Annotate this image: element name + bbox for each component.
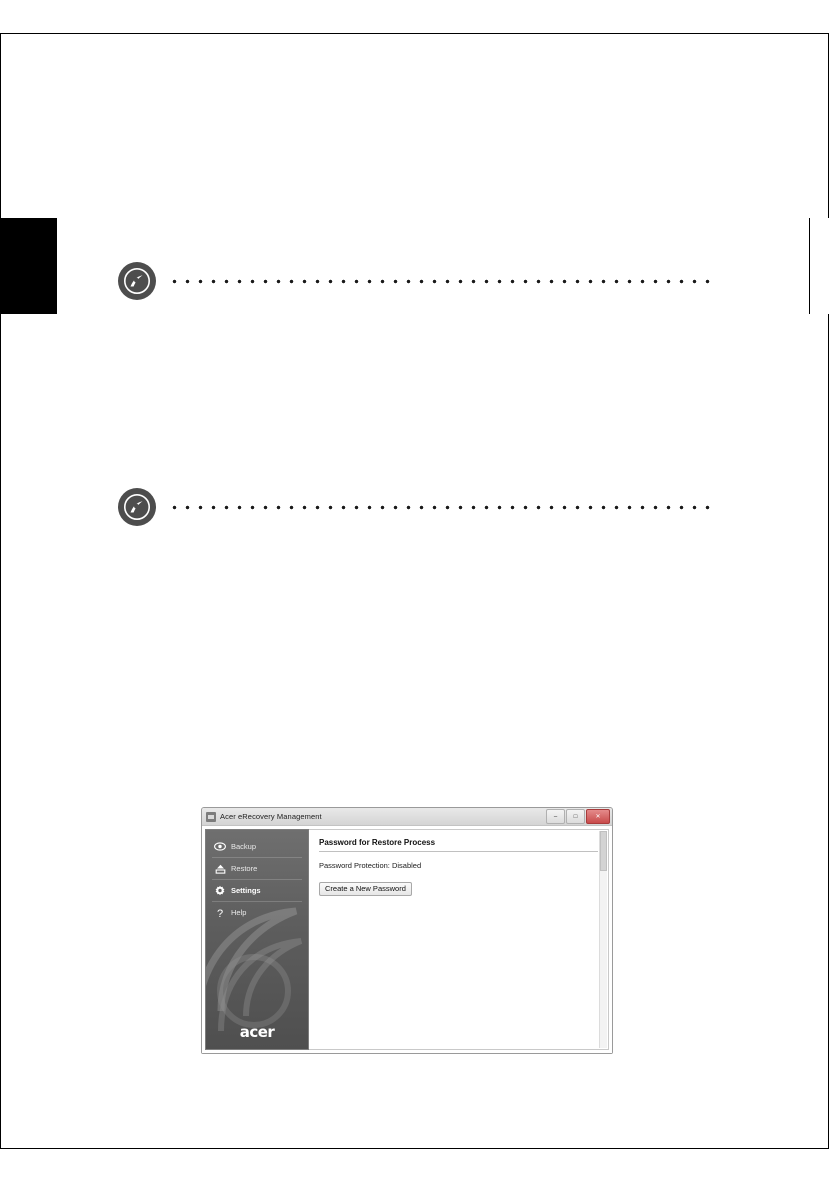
note-dotted-rule: [168, 279, 710, 284]
create-new-password-button[interactable]: Create a New Password: [319, 882, 412, 896]
content-title: Password for Restore Process: [319, 838, 598, 852]
note-pencil-icon: [118, 262, 156, 300]
content-pane: [309, 829, 609, 1050]
figure-screenshot: [201, 807, 613, 1054]
window-title: Acer eRecovery Management: [220, 812, 322, 821]
sidebar-item-label: Restore: [231, 864, 258, 873]
chapter-tab-marker: [1, 218, 57, 314]
sidebar-items: [206, 830, 308, 923]
window-titlebar: [202, 808, 612, 826]
app-icon: [206, 812, 216, 822]
close-button[interactable]: ✕: [586, 809, 610, 824]
window-body: [202, 826, 612, 1053]
sidebar-item-label: Help: [231, 908, 247, 917]
page-left-edge: [0, 33, 1, 1149]
sidebar-item-restore[interactable]: [206, 858, 308, 879]
page-bottom-rule: [0, 1148, 829, 1149]
sidebar-item-settings[interactable]: [206, 880, 308, 901]
password-protection-status: Password Protection: Disabled: [319, 861, 422, 870]
chapter-tab-marker-right: [809, 218, 829, 314]
restore-icon: [214, 863, 226, 875]
app-window: [201, 807, 613, 1054]
content-scrollbar-thumb[interactable]: [600, 831, 607, 871]
acer-logo: acer: [239, 1023, 275, 1041]
maximize-button[interactable]: □: [566, 809, 585, 824]
sidebar: [205, 829, 309, 1050]
sidebar-item-label: Backup: [231, 842, 257, 851]
sidebar-item-backup[interactable]: [206, 836, 308, 857]
backup-icon: [214, 841, 226, 853]
note-block: [118, 488, 710, 526]
sidebar-item-label: Settings: [231, 886, 261, 895]
svg-text:?: ?: [216, 907, 224, 919]
window-controls: [545, 809, 610, 824]
page-top-rule: [0, 33, 829, 34]
content-scrollbar[interactable]: [599, 831, 607, 1048]
sidebar-item-help[interactable]: [206, 902, 308, 923]
question-icon: [214, 907, 226, 919]
note-dotted-rule: [168, 505, 710, 510]
note-block: [118, 262, 710, 300]
note-pencil-icon: [118, 488, 156, 526]
gear-icon: [214, 885, 226, 897]
minimize-button[interactable]: –: [546, 809, 565, 824]
